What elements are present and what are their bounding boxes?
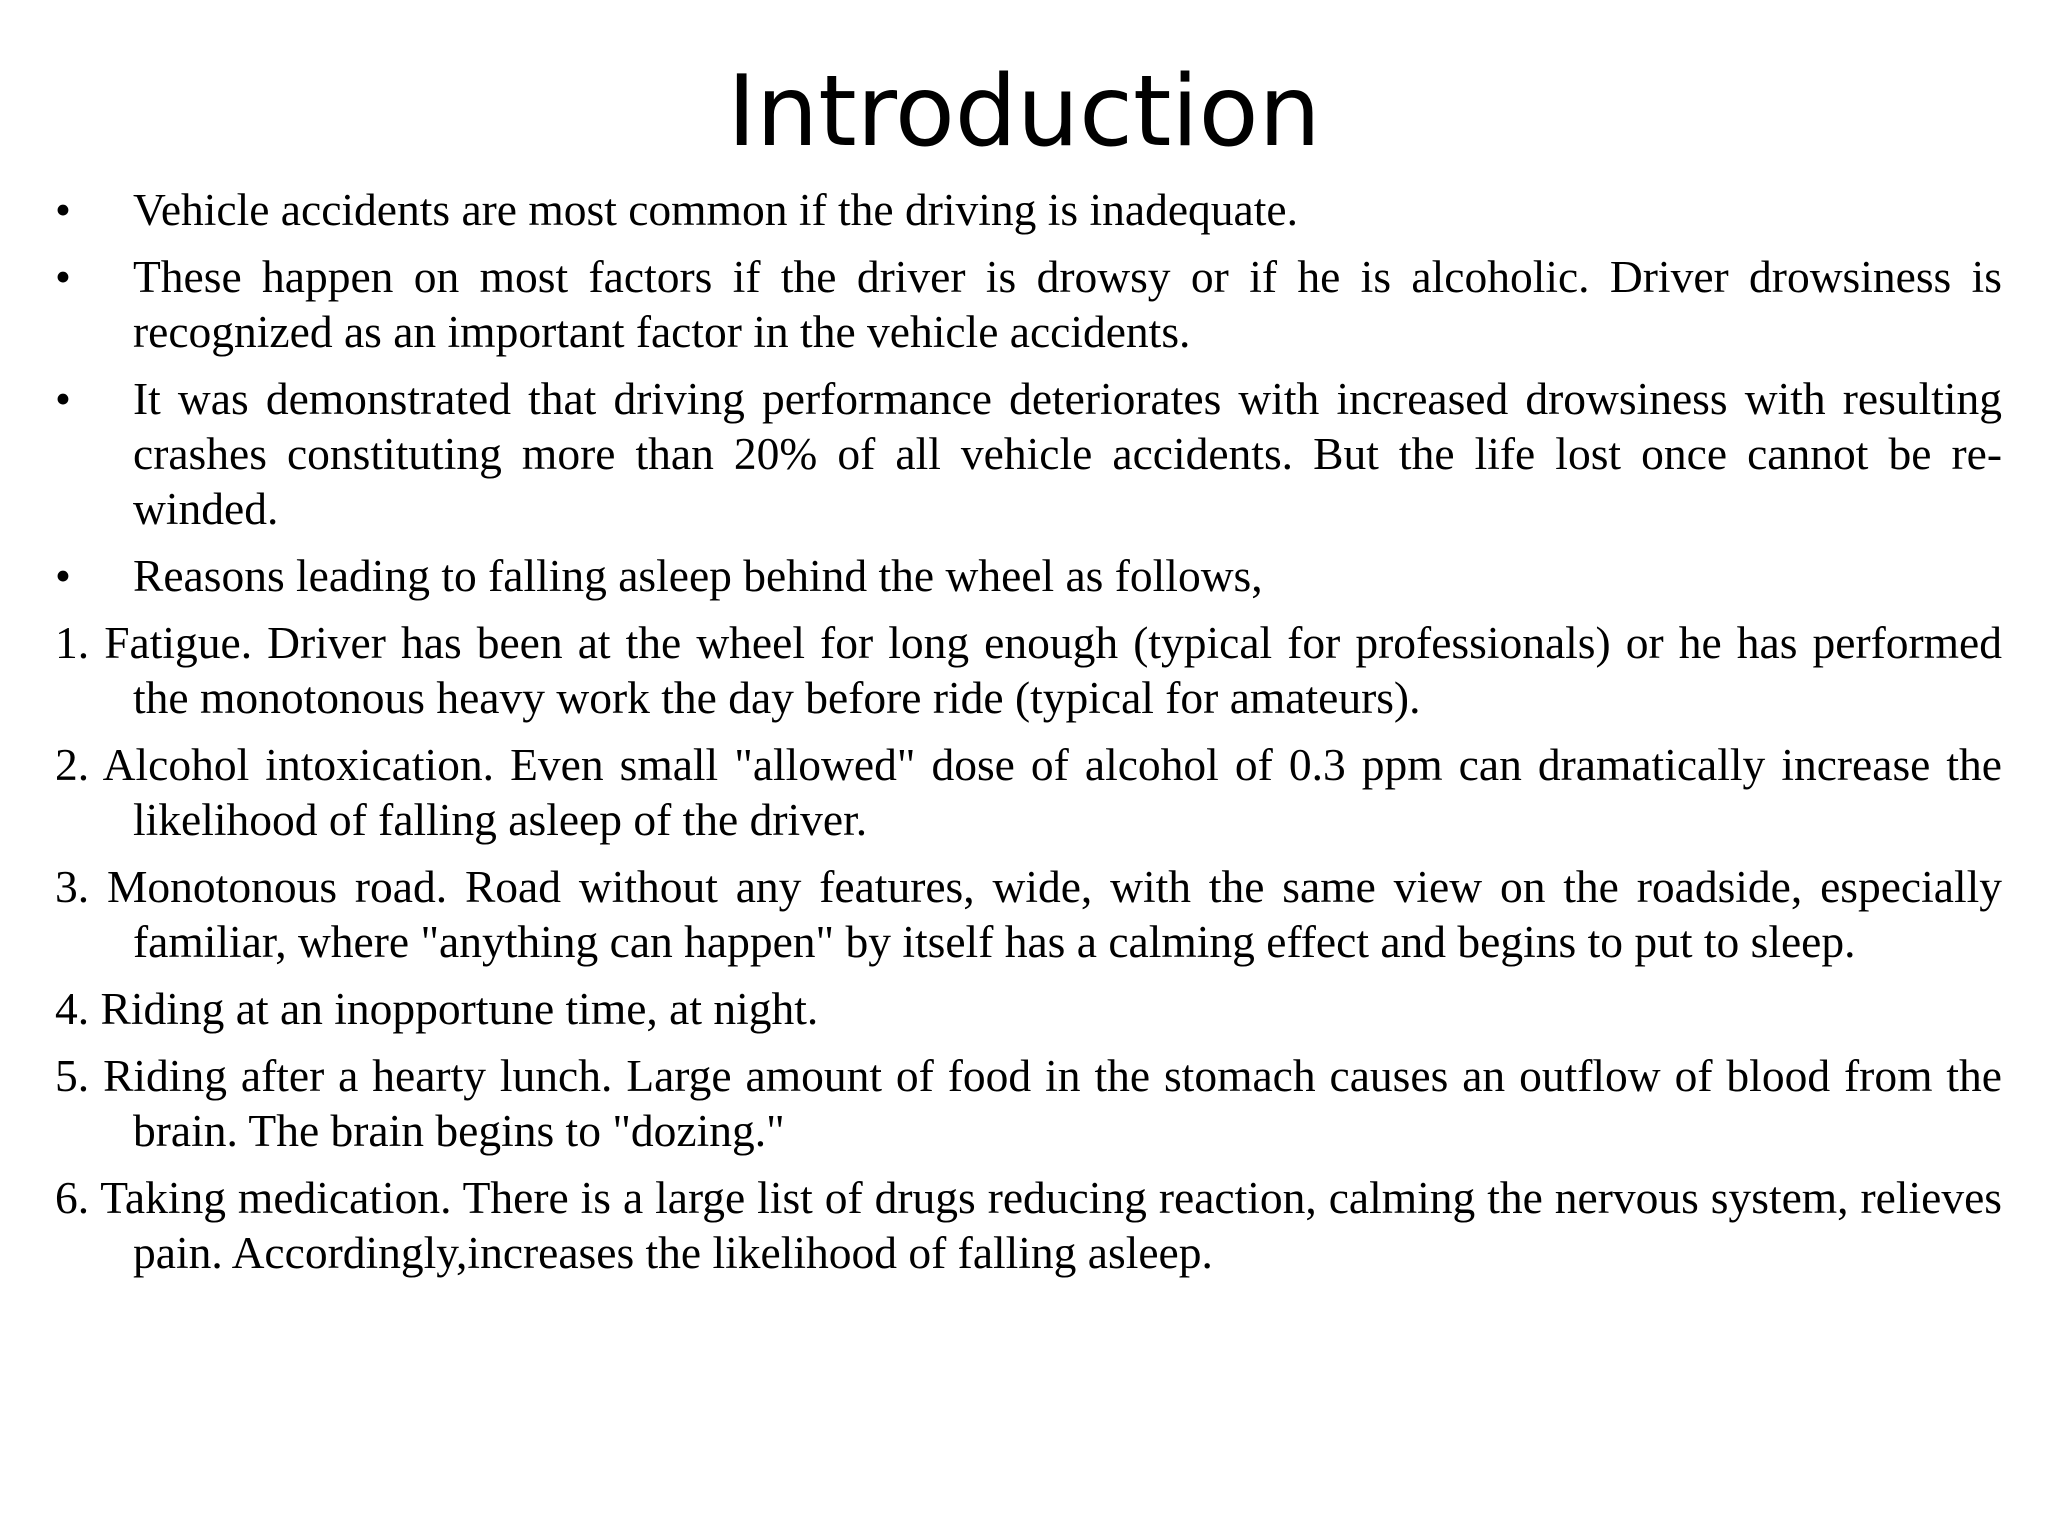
bullet-icon: • bbox=[55, 184, 71, 235]
slide-body bbox=[55, 182, 2002, 1292]
bullet-item bbox=[55, 182, 2002, 237]
numbered-item-fatigue: 1. Fatigue. Driver has been at the wheel for long enough (typical for professionals) or he has performed the monotonous heavy work the day before ride (typical for amateurs). bbox=[55, 617, 2002, 723]
numbered-item-monotonous-road: 3. Monotonous road. Road without any features, wide, with the same view on the roadside, especially familiar, where "anything can happen" by itself has a calming effect and begins to put to sleep. bbox=[55, 861, 2002, 967]
bullet-item bbox=[55, 548, 2002, 603]
bullet-text: Reasons leading to falling asleep behind the wheel as follows, bbox=[133, 550, 1263, 601]
bullet-text: These happen on most factors if the driver is drowsy or if he is alcoholic. Driver drowsiness is recognized as an important factor in the vehicle accidents. bbox=[133, 251, 2002, 357]
bullet-text: Vehicle accidents are most common if the driving is inadequate. bbox=[133, 184, 1298, 235]
bullet-item bbox=[55, 371, 2002, 536]
numbered-item-night-riding: 4. Riding at an inopportune time, at night. bbox=[55, 983, 819, 1034]
bullet-item bbox=[55, 249, 2002, 359]
slide-title: Introduction bbox=[727, 55, 1321, 169]
bullet-icon: • bbox=[55, 373, 71, 424]
numbered-item-medication: 6. Taking medication. There is a large list of drugs reducing reaction, calming the nervous system, relieves pain. Accordingly,increases the likelihood of falling asleep. bbox=[55, 1172, 2002, 1278]
bullet-icon: • bbox=[55, 251, 71, 302]
bullet-icon: • bbox=[55, 550, 71, 601]
numbered-item-alcohol: 2. Alcohol intoxication. Even small "allowed" dose of alcohol of 0.3 ppm can dramatically increase the likelihood of falling asleep of the driver. bbox=[55, 739, 2002, 845]
bullet-text: It was demonstrated that driving performance deteriorates with increased drowsiness with resulting crashes constituting more than 20% of all vehicle accidents. But the life lost once cannot be re-winded. bbox=[133, 373, 2002, 534]
numbered-item-hearty-lunch: 5. Riding after a hearty lunch. Large amount of food in the stomach causes an outflow of blood from the brain. The brain begins to "dozing." bbox=[55, 1050, 2002, 1156]
